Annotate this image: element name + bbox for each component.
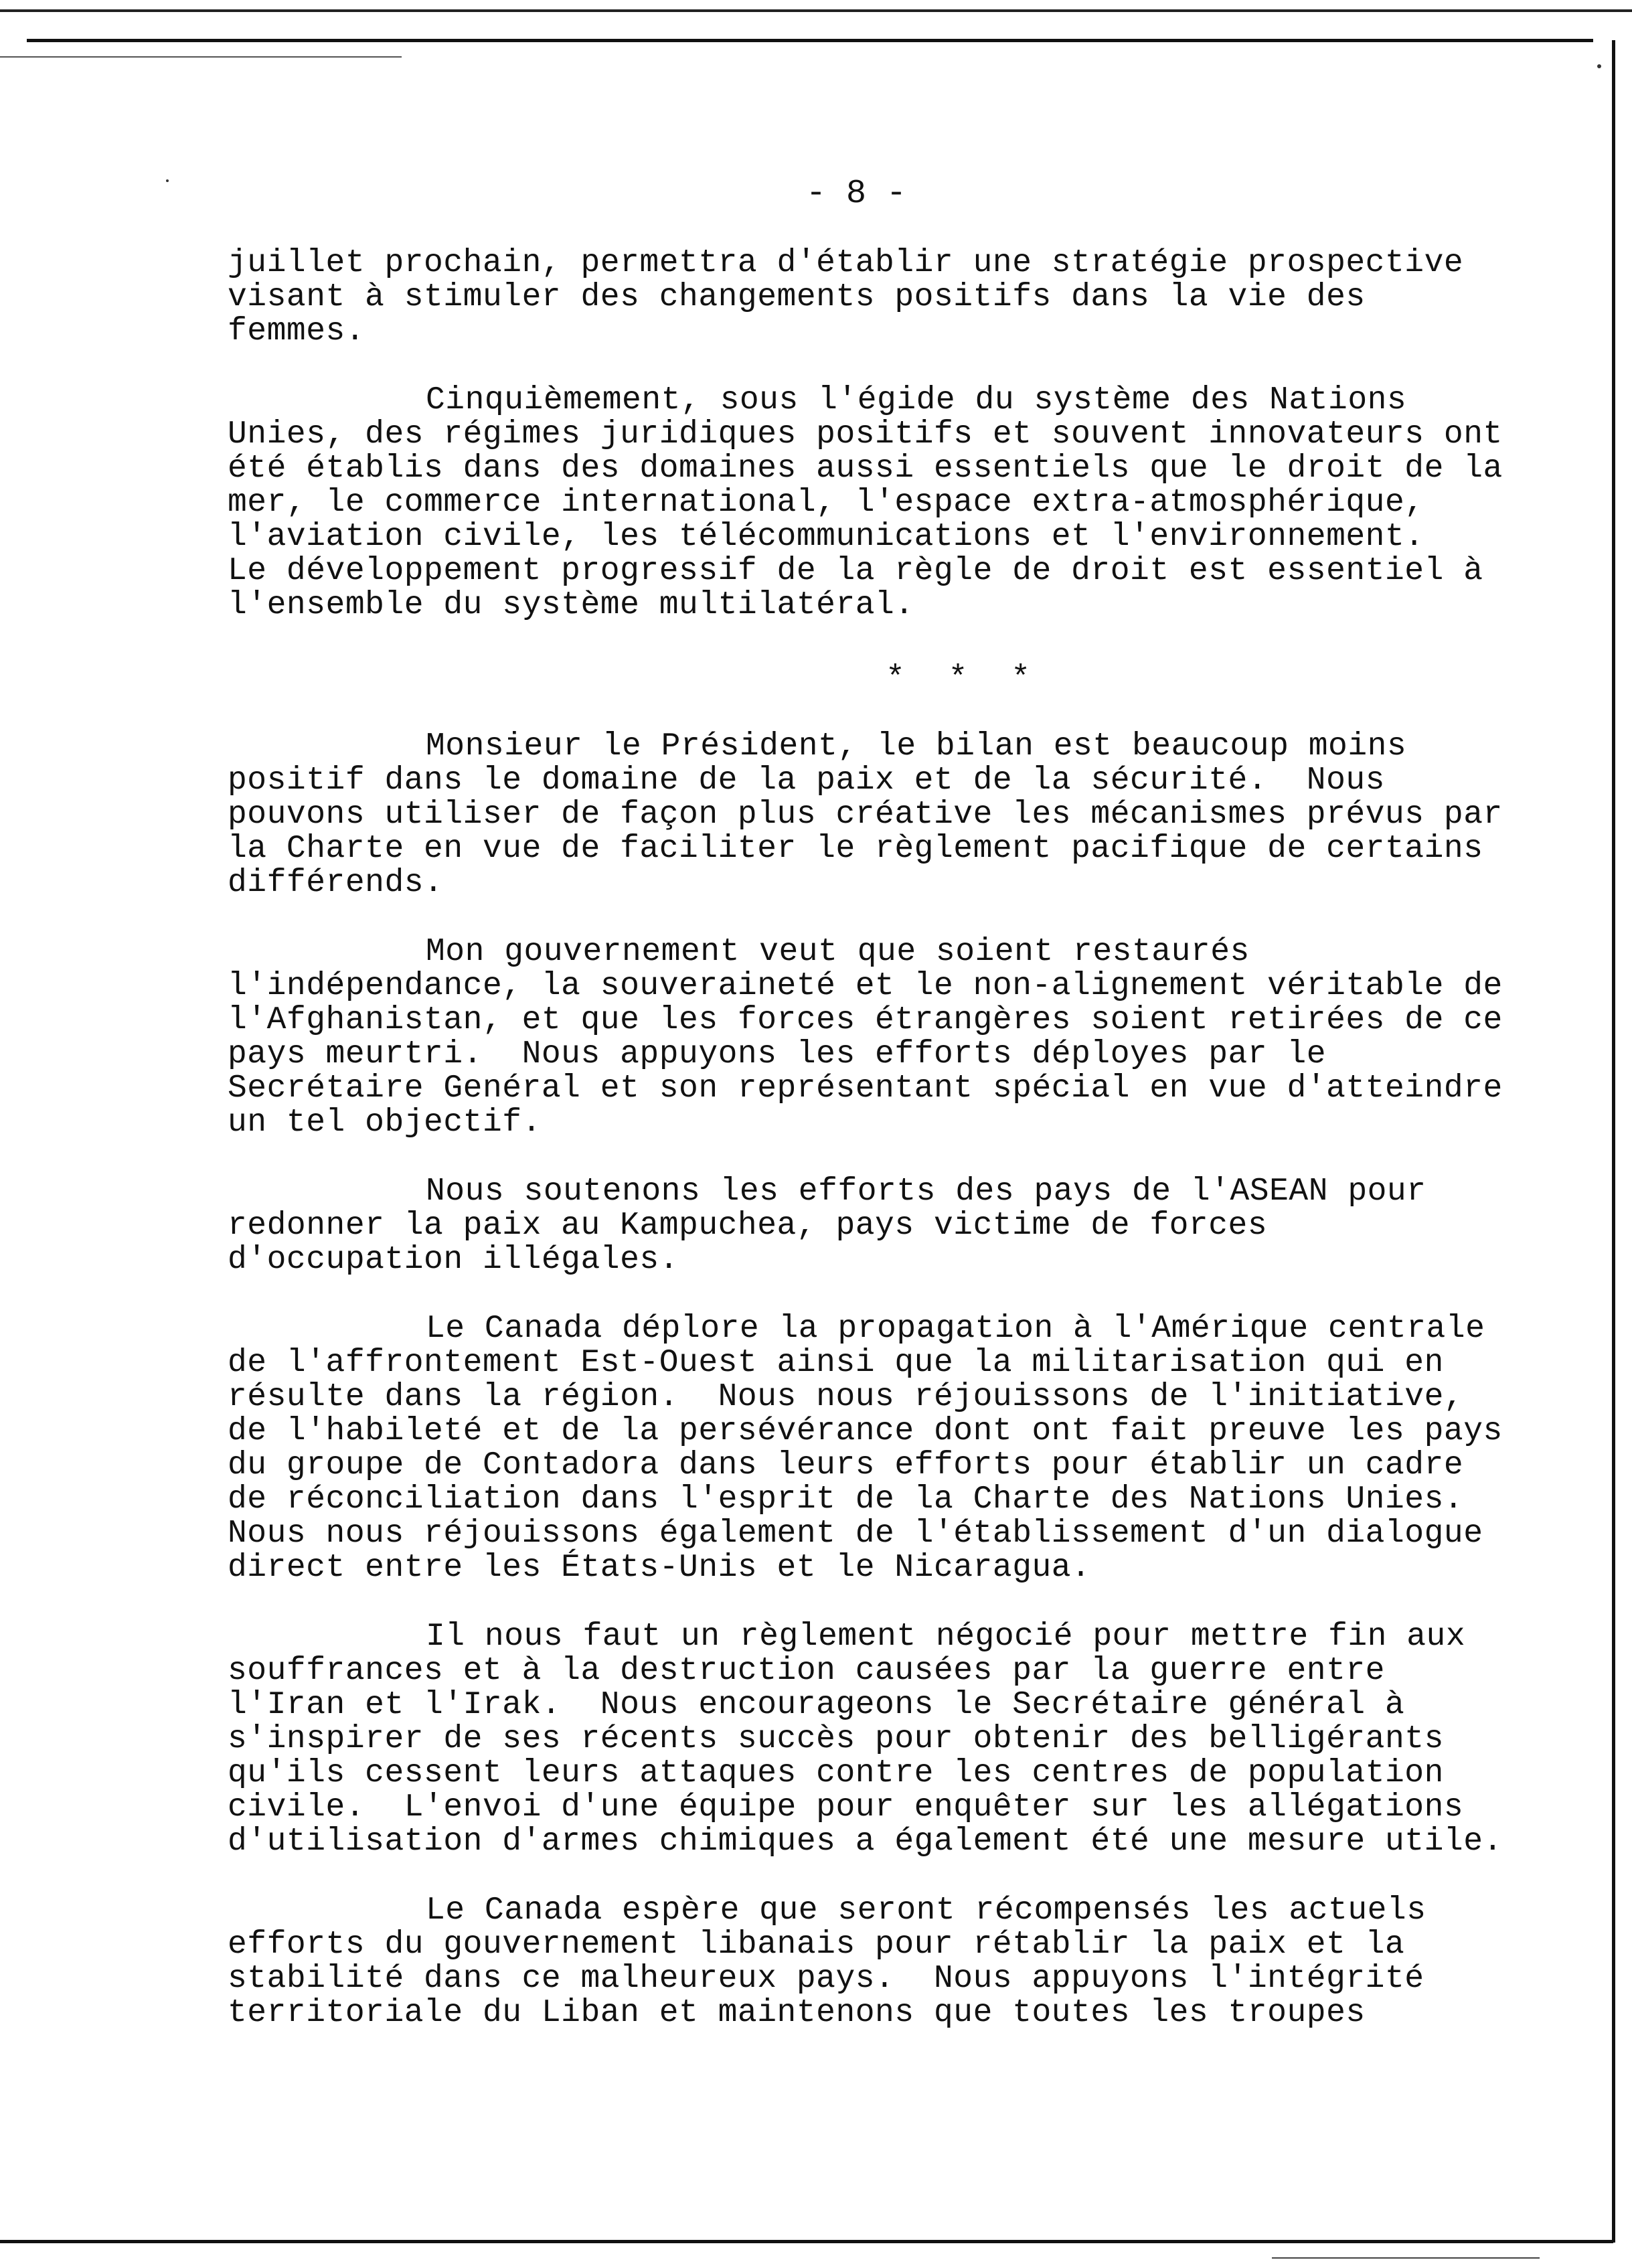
text-line: Mon gouvernement veut que soient restaurés (426, 934, 1250, 970)
scan-speck (1597, 64, 1601, 68)
text-line: s'inspirer de ses récents succès pour obtenir des belligérants (228, 1721, 1444, 1757)
text-line: été établis dans des domaines aussi essentiels que le droit de la (228, 451, 1503, 487)
text-line: juillet prochain, permettra d'établir une stratégie prospective (228, 245, 1464, 281)
text-line: l'ensemble du système multilatéral. (228, 587, 914, 623)
text-line: l'Iran et l'Irak. Nous encourageons le Secrétaire général à (228, 1687, 1405, 1723)
paragraph-group-before-separator (228, 246, 1553, 623)
text-line: Monsieur le Président, le bilan est beaucoup moins (426, 728, 1407, 764)
text-line: du groupe de Contadora dans leurs efforts pour établir un cadre (228, 1447, 1464, 1483)
text-line: la Charte en vue de faciliter le règlement pacifique de certains (228, 831, 1483, 867)
scan-border-right (1612, 40, 1615, 2243)
text-line: pouvons utiliser de façon plus créative les mécanismes prévus par (228, 797, 1503, 833)
text-line: positif dans le domaine de la paix et de la sécurité. Nous (228, 762, 1385, 799)
text-line: Secrétaire Genéral et son représentant spécial en vue d'atteindre (228, 1070, 1503, 1107)
paragraph (228, 1312, 1553, 1585)
paragraph (228, 1620, 1553, 1859)
scan-border-top (0, 9, 1632, 12)
text-line: l'aviation civile, les télécommunications et l'environnement. (228, 519, 1424, 555)
text-line: Le Canada déplore la propagation à l'Amérique centrale (426, 1311, 1485, 1347)
text-line: pays meurtri. Nous appuyons les efforts déployes par le (228, 1036, 1327, 1072)
paragraph (228, 384, 1553, 623)
text-line: mer, le commerce international, l'espace extra-atmosphérique, (228, 485, 1424, 521)
text-line: Nous soutenons les efforts des pays de l'ASEAN pour (426, 1173, 1426, 1210)
scan-border-bottom (0, 2240, 1613, 2243)
text-line: d'utilisation d'armes chimiques a également été une mesure utile. (228, 1824, 1503, 1860)
text-line: direct entre les États-Unis et le Nicaragua. (228, 1550, 1091, 1586)
text-line: territoriale du Liban et maintenons que toutes les troupes (228, 1995, 1366, 2031)
text-line: Il nous faut un règlement négocié pour mettre fin aux (426, 1619, 1466, 1655)
paragraph-group-after-separator (228, 730, 1553, 2030)
text-line: de l'habileté et de la persévérance dont ont fait preuve les pays (228, 1413, 1503, 1449)
text-line: différends. (228, 865, 444, 901)
text-line: de l'affrontement Est-Ouest ainsi que la militarisation qui en (228, 1345, 1444, 1381)
text-line: Nous nous réjouissons également de l'établissement d'un dialogue (228, 1516, 1483, 1552)
text-line: l'indépendance, la souveraineté et le non-alignement véritable de (228, 968, 1503, 1004)
text-line: civile. L'envoi d'une équipe pour enquêter sur les allégations (228, 1789, 1464, 1826)
text-line: l'Afghanistan, et que les forces étrangères soient retirées de ce (228, 1002, 1503, 1038)
text-line: Le développement progressif de la règle de droit est essentiel à (228, 553, 1483, 589)
text-line: un tel objectif. (228, 1105, 542, 1141)
text-line: femmes. (228, 313, 365, 349)
document-body (228, 246, 1553, 2065)
text-line: Unies, des régimes juridiques positifs et souvent innovateurs ont (228, 416, 1503, 453)
paragraph (228, 246, 1553, 349)
text-line: résulte dans la région. Nous nous réjouissons de l'initiative, (228, 1379, 1464, 1415)
scan-border-top-inner (27, 39, 1593, 42)
text-line: redonner la paix au Kampuchea, pays victime de forces (228, 1208, 1268, 1244)
text-line: d'occupation illégales. (228, 1242, 679, 1278)
page-number: - 8 - (805, 175, 907, 213)
text-line: souffrances et à la destruction causées par la guerre entre (228, 1653, 1385, 1689)
text-line: efforts du gouvernement libanais pour rétablir la paix et la (228, 1927, 1405, 1963)
text-line: qu'ils cessent leurs attaques contre les centres de population (228, 1755, 1444, 1791)
text-line: Cinquièmement, sous l'égide du système des Nations (426, 382, 1407, 418)
paragraph (228, 1894, 1553, 2030)
text-line: visant à stimuler des changements positifs dans la vie des (228, 279, 1366, 315)
text-line: Le Canada espère que seront récompensés les actuels (426, 1892, 1426, 1929)
paragraph (228, 730, 1553, 900)
scan-border-top-short (0, 56, 402, 58)
paragraph (228, 935, 1553, 1140)
paragraph (228, 1175, 1553, 1277)
text-line: stabilité dans ce malheureux pays. Nous appuyons l'intégrité (228, 1961, 1424, 1997)
scan-border-bottom-short (1272, 2257, 1540, 2259)
section-separator: * * * (885, 661, 1043, 697)
text-line: de réconciliation dans l'esprit de la Charte des Nations Unies. (228, 1481, 1464, 1518)
